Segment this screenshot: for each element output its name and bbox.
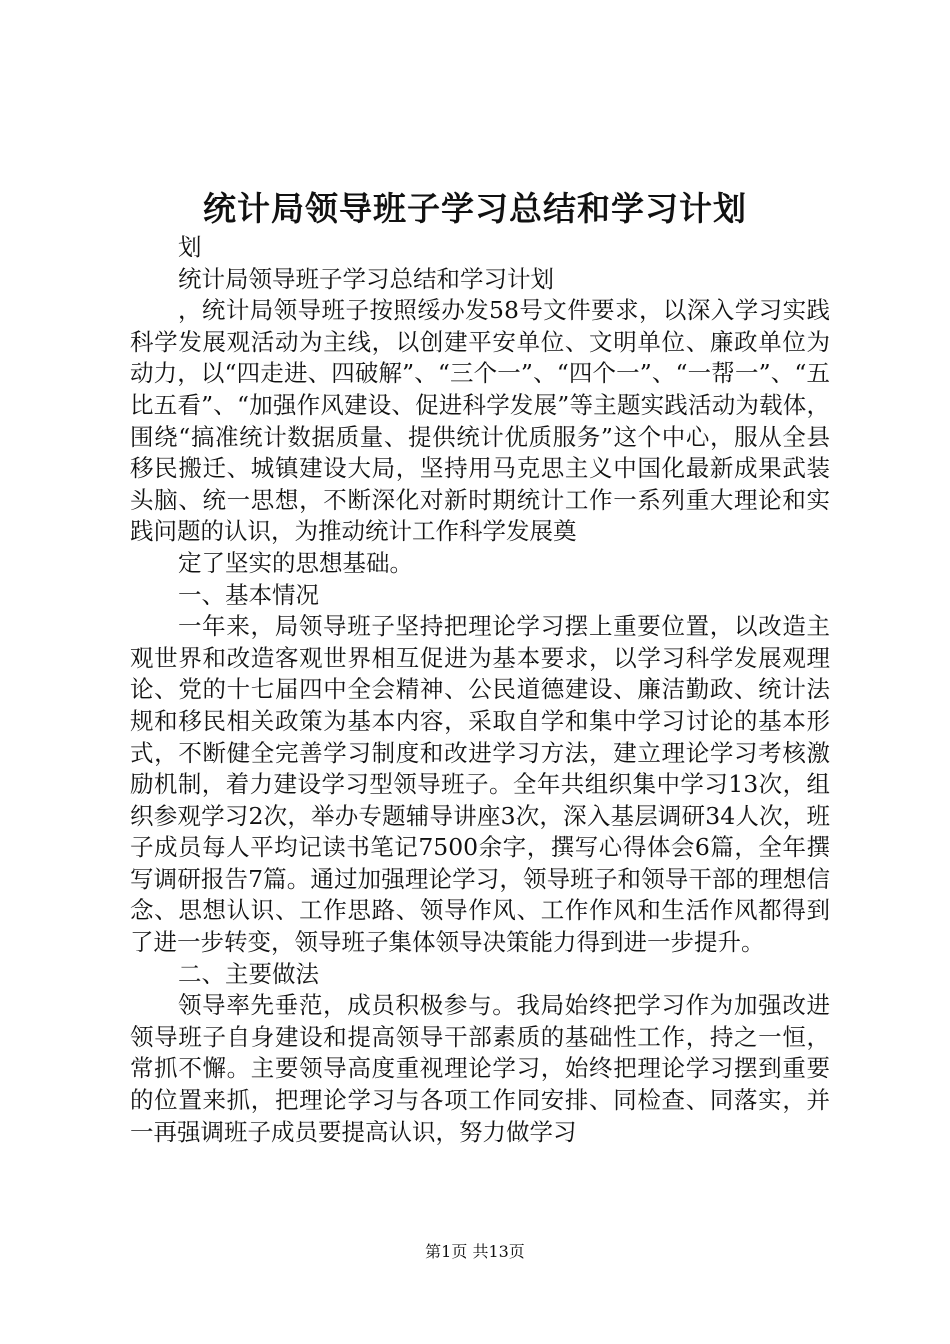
document-title: 统计局领导班子学习总结和学习计划 <box>203 189 747 228</box>
section-heading-methods: 二、主要做法 <box>178 959 319 988</box>
document-body <box>130 232 830 1148</box>
paragraph-basic-situation: 一年来，局领导班子坚持把理论学习摆上重要位置，以改造主观世界和改造客观世界相互促进为基本要求，以学习科学发展观理论、党的十七届四中全会精神、公民道德建设、廉洁勤政、统计法规和移民相关政策为基本内容，采取自学和集中学习讨论的基本形式，不断健全完善学习制度和改进学习方法，建立理论学习考核激励机制，着力建设学习型领导班子。全年共组织集中学习13次，组织参观学习2次，举办专题辅导讲座3次，深入基层调研34人次，班子成员每人平均记读书笔记7500余字，撰写心得体会6篇，全年撰写调研报告7篇。通过加强理论学习，领导班子和领导干部的理想信念、思想认识、工作思路、领导作风、工作作风和生活作风都得到了进一步转变，领导班子集体领导决策能力得到进一步提升。 <box>130 612 830 957</box>
section-heading-basic: 一、基本情况 <box>178 580 319 609</box>
paragraph-intro-end: 定了坚实的思想基础。 <box>178 548 413 577</box>
paragraph-fragment: 划 <box>178 233 202 261</box>
paragraph-intro: ，统计局领导班子按照绥办发58号文件要求，以深入学习实践科学发展观活动为主线，以创建平安单位、文明单位、廉政单位为动力，以“四走进、四破解”、“三个一”、“四个一”、“一帮一”、“五比五看”、“加强作风建设、促进科学发展”等主题实践活动为载体，围绕“搞准统计数据质量、提供统计优质服务”这个中心，服从全县移民搬迁、城镇建设大局，坚持用马克思主义中国化最新成果武装头脑、统一思想，不断深化对新时期统计工作一系列重大理论和实践问题的认识，为推动统计工作科学发展奠 <box>130 296 830 546</box>
paragraph-subtitle: 统计局领导班子学习总结和学习计划 <box>178 264 554 293</box>
paragraph-methods: 领导率先垂范，成员积极参与。我局始终把学习作为加强改进领导班子自身建设和提高领导干部素质的基础性工作，持之一恒，常抓不懈。主要领导高度重视理论学习，始终把理论学习摆到重要的位置来抓，把理论学习与各项工作同安排、同检查、同落实，并一再强调班子成员要提高认识，努力做学习 <box>130 991 830 1146</box>
page-footer: 第1页 共13页 <box>425 1242 525 1261</box>
